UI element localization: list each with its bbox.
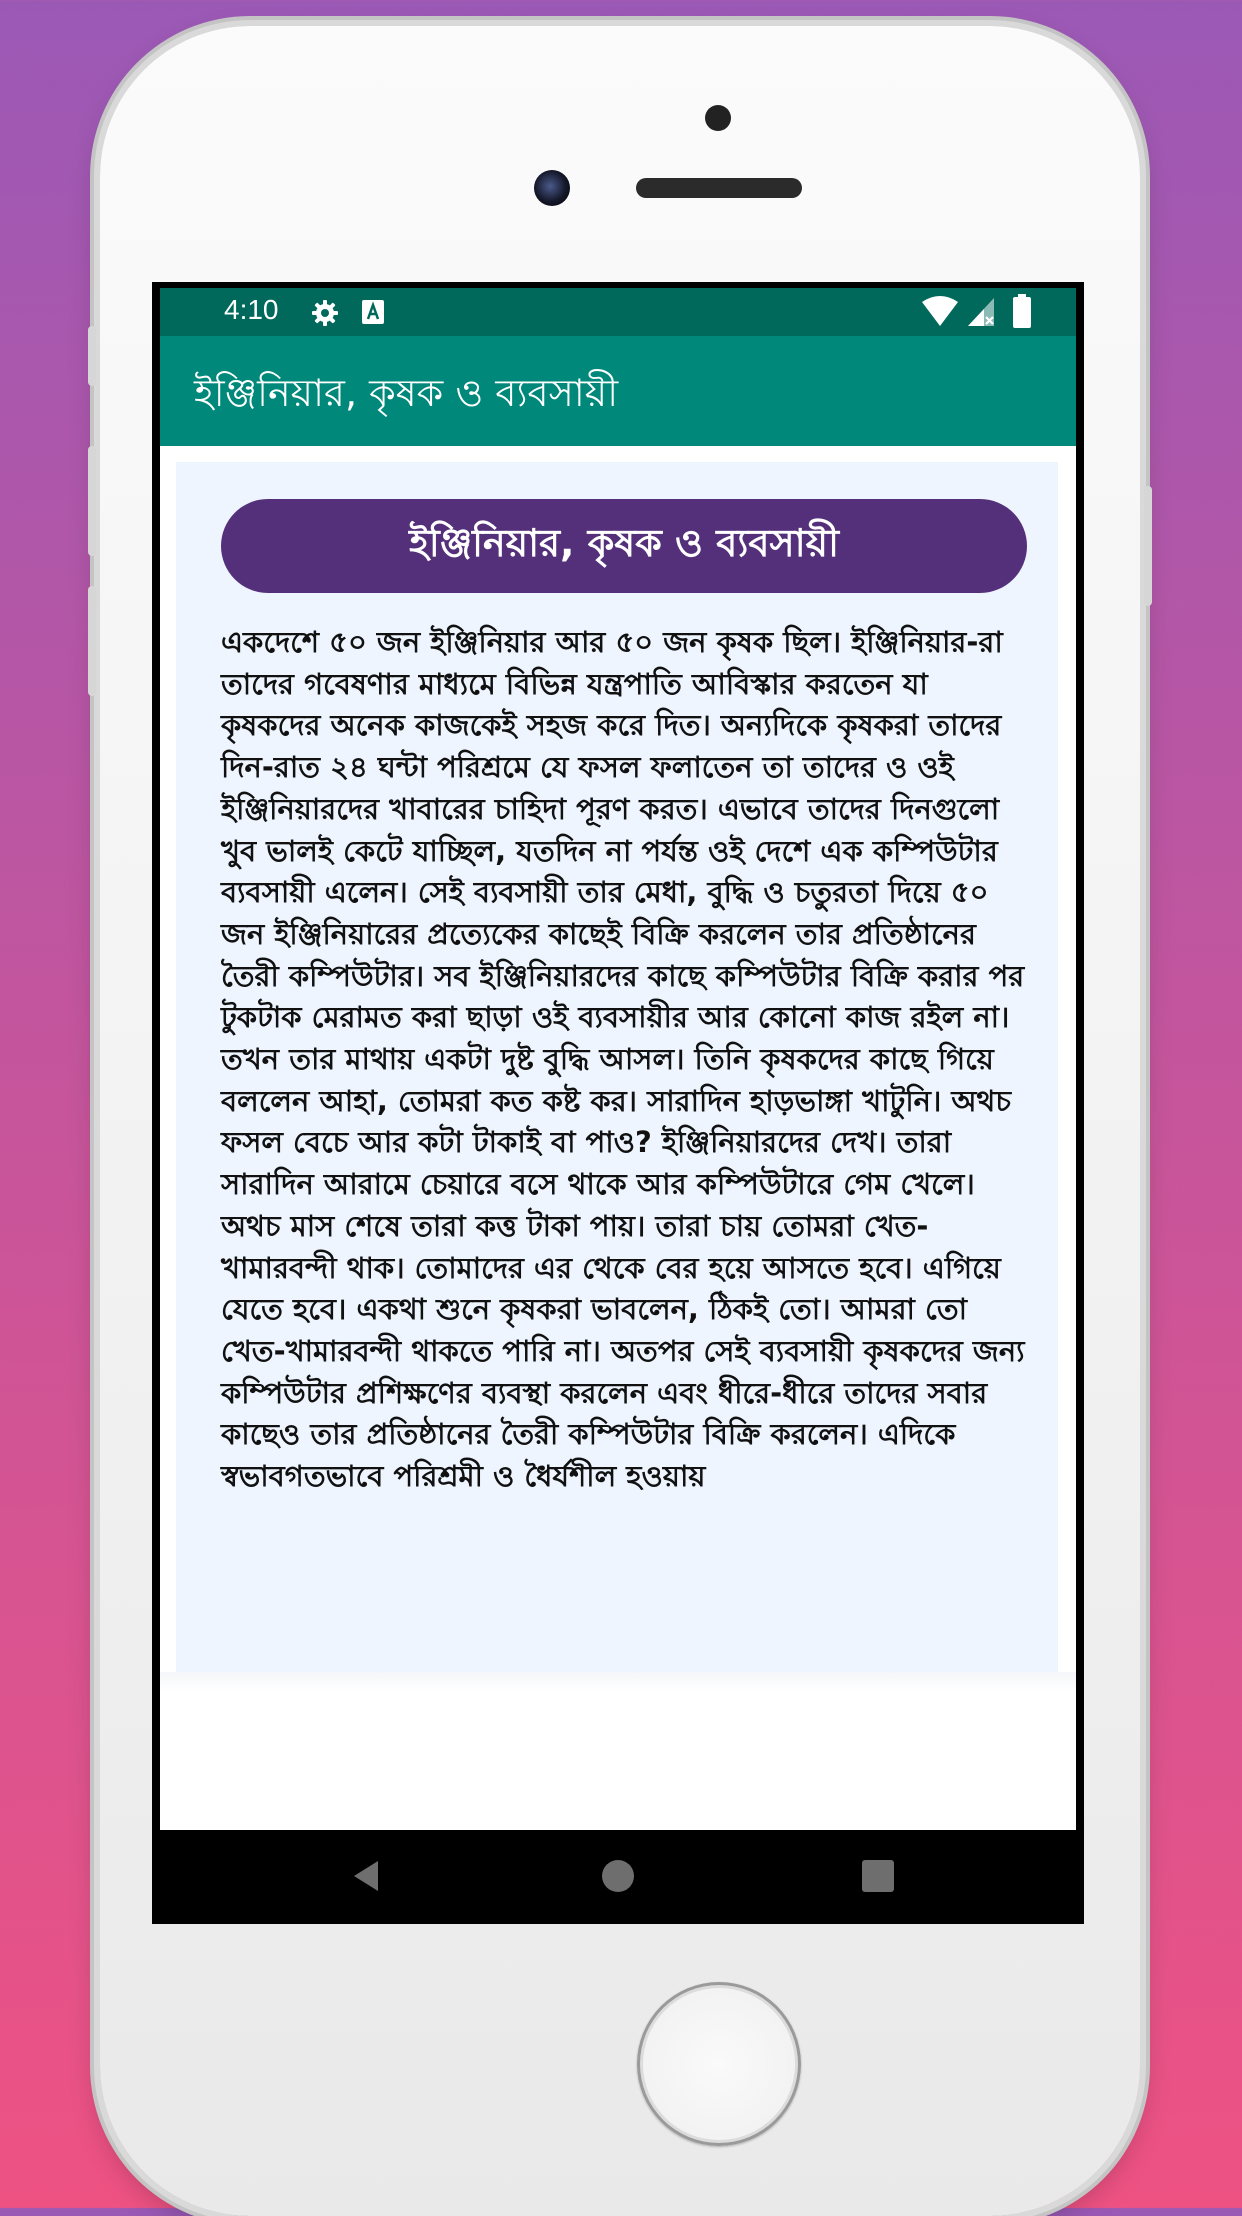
device-screen	[152, 282, 1084, 1924]
status-bar	[160, 288, 1076, 336]
phone-power-button	[1144, 486, 1152, 606]
story-heading-pill	[221, 499, 1027, 593]
navigation-bar	[160, 1830, 1076, 1924]
earpiece-speaker	[636, 178, 802, 198]
signal-icon	[966, 296, 996, 328]
story-panel[interactable]	[176, 462, 1058, 1688]
wifi-icon	[920, 296, 960, 328]
phone-home-button[interactable]	[637, 1982, 801, 2146]
app-bar-title: ইঞ্জিনিয়ার, কৃষক ও ব্যবসায়ী	[194, 371, 619, 415]
content-area[interactable]	[160, 446, 1076, 1830]
back-icon[interactable]	[348, 1858, 384, 1894]
story-heading: ইঞ্জিনিয়ার, কৃষক ও ব্যবসায়ী	[409, 521, 839, 565]
phone-volume-down-button	[88, 586, 96, 696]
content-bottom-edge	[160, 1672, 1076, 1692]
phone-volume-up-button	[88, 446, 96, 556]
a-badge-icon	[360, 298, 386, 326]
status-time: 4:10	[224, 294, 279, 325]
front-camera	[534, 170, 570, 206]
story-body-text: একদেশে ৫০ জন ইঞ্জিনিয়ার আর ৫০ জন কৃষক ছিল। ইঞ্জিনিয়ার-রা তাদের গবেষণার মাধ্যমে বিভিন্ন যন্ত্রপাতি আবিস্কার করতেন যা কৃষকদের অনেক কাজকেই সহজ করে দিত। অন্যদিকে কৃষকরা তাদের দিন-রাত ২৪ ঘন্টা পরিশ্রমে যে ফসল ফলাতেন তা তাদের ও ওই ইঞ্জিনিয়ারদের খাবারের চাহিদা পূরণ করত। এভাবে তাদের দিনগুলো খুব ভালই কেটে যাচ্ছিল, যতদিন না পর্যন্ত ওই দেশে এক কম্পিউটার ব্যবসায়ী এলেন। সেই ব্যবসায়ী তার মেধা, বুদ্ধি ও চতুরতা দিয়ে ৫০ জন ইঞ্জিনিয়ারের প্রত্যেকের কাছেই বিক্রি করলেন তার প্রতিষ্ঠানের তৈরী কম্পিউটার। সব ইঞ্জিনিয়ারদের কাছে কম্পিউটার বিক্রি করার পর টুকটাক মেরামত করা ছাড়া ওই ব্যবসায়ীর আর কোনো কাজ রইল না। তখন তার মাথায় একটা দুষ্ট বুদ্ধি আসল। তিনি কৃষকদের কাছে গিয়ে বললেন আহা, তোমরা কত কষ্ট কর। সারাদিন হাড়ভাঙ্গা খাটুনি। অথচ ফসল বেচে আর কটা টাকাই বা পাও? ইঞ্জিনিয়ারদের দেখ। তারা সারাদিন আরামে চেয়ারে বসে থাকে আর কম্পিউটারে গেম খেলে। অথচ মাস শেষে তারা কত্ত টাকা পায়। তারা চায় তোমরা খেত-খামারবন্দী থাক। তোমাদের এর থেকে বের হয়ে আসতে হবে। এগিয়ে যেতে হবে। একথা শুনে কৃষকরা ভাবলেন, ঠিকই তো। আমরা তো খেত-খামারবন্দী থাকতে পারি না। অতপর সেই ব্যবসায়ী কৃষকদের জন্য কম্পিউটার প্রশিক্ষণের ব্যবস্থা করলেন এবং ধীরে-ধীরে তাদের সবার কাছেও তার প্রতিষ্ঠানের তৈরী কম্পিউটার বিক্রি করলেন। এদিকে স্বভাবগতভাবে পরিশ্রমী ও ধৈর্যশীল হওয়ায়	[221, 625, 1025, 1494]
recents-icon[interactable]	[860, 1858, 896, 1894]
gear-icon	[310, 298, 340, 328]
phone-side-button	[88, 326, 96, 386]
battery-icon	[1012, 294, 1032, 328]
proximity-sensor	[705, 105, 731, 131]
home-icon[interactable]	[600, 1858, 636, 1894]
app-bar	[160, 336, 1076, 446]
